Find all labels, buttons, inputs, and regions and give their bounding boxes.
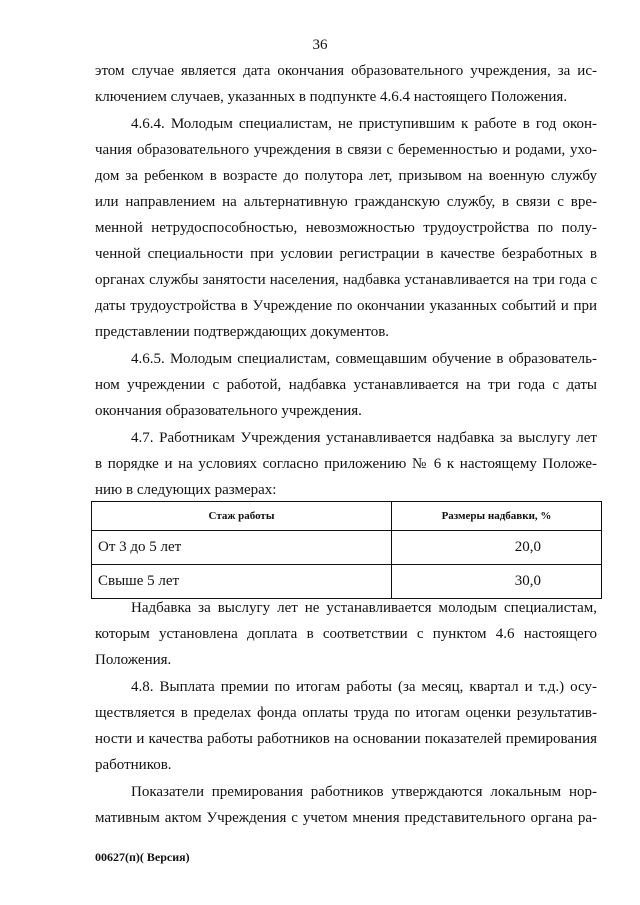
paragraph-48-line: ности и качества работы работников на основании показателей премирования bbox=[95, 731, 597, 747]
text-line: этом случае является дата окончания образовательного учреждения, за ис- bbox=[95, 63, 597, 79]
column-header-bonus-size: Размеры надбавки, % bbox=[392, 502, 602, 531]
seniority-bonus-table bbox=[91, 501, 602, 599]
paragraph-47-line: 4.7. Работникам Учреждения устанавливается надбавка за выслугу лет bbox=[131, 430, 597, 446]
paragraph-48-line: работников. bbox=[95, 757, 172, 773]
paragraph-464-line: менной нетрудоспособностью, невозможностью трудоустройства по полу- bbox=[95, 220, 597, 236]
table-cell-seniority: Свыше 5 лет bbox=[92, 565, 392, 599]
paragraph-48-line: ществляется в пределах фонда оплаты труда по итогам оценки результатив- bbox=[95, 705, 597, 721]
paragraph-464-line: даты трудоустройства в Учреждение по окончании указанных событий и при bbox=[95, 298, 597, 314]
table-cell-bonus: 30,0 bbox=[392, 565, 602, 599]
paragraph-47-line: в порядке и на условиях согласно приложению № 6 к настоящему Положе- bbox=[95, 456, 597, 472]
table-header-row bbox=[92, 502, 602, 531]
paragraph-465-line: окончания образовательного учреждения. bbox=[95, 403, 362, 419]
column-header-seniority: Стаж работы bbox=[92, 502, 392, 531]
bonus-note-line: Положения. bbox=[95, 652, 172, 668]
table-cell-bonus: 20,0 bbox=[392, 531, 602, 565]
indicators-line: Показатели премирования работников утверждаются локальным нор- bbox=[131, 784, 597, 800]
table-row bbox=[92, 531, 602, 565]
paragraph-464-line: дом за ребенком в возрасте до полутора лет, призывом на военную службу bbox=[95, 168, 597, 184]
page-number: 36 bbox=[312, 37, 328, 53]
indicators-line: мативным актом Учреждения с учетом мнения представительного органа ра- bbox=[95, 810, 597, 826]
paragraph-464-line: или направлением на альтернативную гражданскую службу, в связи с вре- bbox=[95, 194, 597, 210]
bonus-note-line: которым установлена доплата в соответствии с пунктом 4.6 настоящего bbox=[95, 626, 597, 642]
paragraph-464-line: органах службы занятости населения, надбавка устанавливается на три года с bbox=[95, 272, 597, 288]
paragraph-48-line: 4.8. Выплата премии по итогам работы (за месяц, квартал и т.д.) осу- bbox=[131, 679, 597, 695]
paragraph-464-line: 4.6.4. Молодым специалистам, не приступившим к работе в год окон- bbox=[131, 116, 597, 132]
table-cell-seniority: От 3 до 5 лет bbox=[92, 531, 392, 565]
paragraph-464-line: чания образовательного учреждения в связи с беременностью и родами, ухо- bbox=[95, 142, 597, 158]
text-line: ключением случаев, указанных в подпункте 4.6.4 настоящего Положения. bbox=[95, 89, 568, 105]
document-footer-code: 00627(п)( Версия) bbox=[95, 850, 190, 864]
table-row bbox=[92, 565, 602, 599]
paragraph-464-line: представлении подтверждающих документов. bbox=[95, 324, 390, 340]
paragraph-464-line: ченной специальности при условии регистрации в качестве безработных в bbox=[95, 246, 597, 262]
bonus-note-line: Надбавка за выслугу лет не устанавливается молодым специалистам, bbox=[131, 600, 597, 616]
paragraph-465-line: 4.6.5. Молодым специалистам, совмещавшим обучение в образователь- bbox=[131, 351, 597, 367]
paragraph-47-line: нию в следующих размерах: bbox=[95, 482, 277, 498]
paragraph-465-line: ном учреждении с работой, надбавка устанавливается на три года с даты bbox=[95, 377, 597, 393]
